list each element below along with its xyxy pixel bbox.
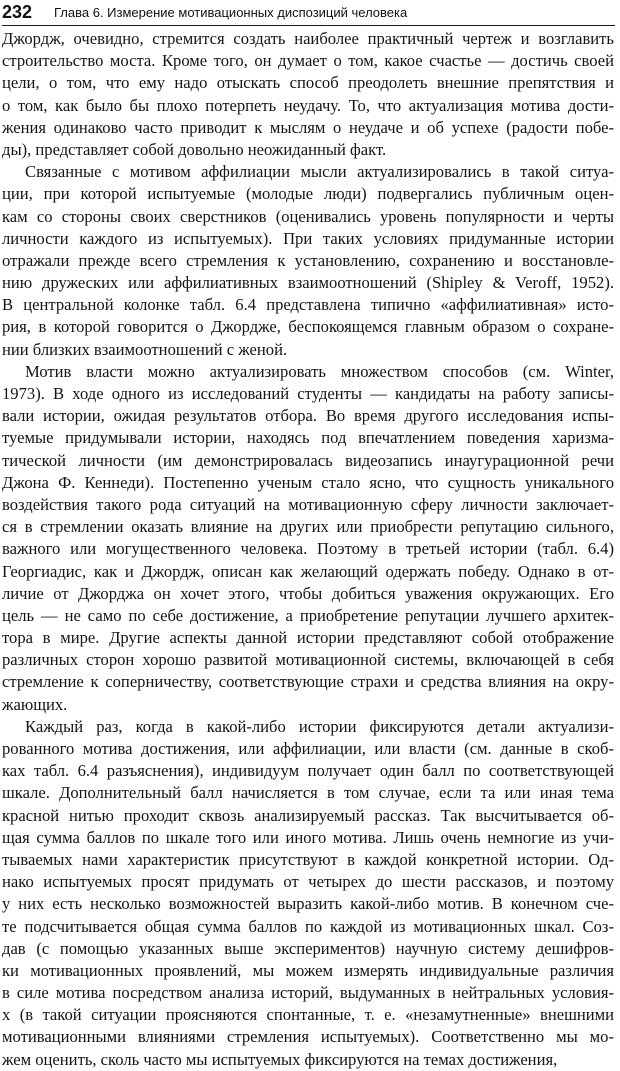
text-line: цели, о том, что ему надо отыскать способ преодолеть внешние препятствия и bbox=[2, 73, 614, 93]
text-line: ся в стремлении оказать влияние на других или приобрести репутацию сильного, bbox=[2, 517, 614, 537]
text-line: вали истории, ожидая результатов отбора. Во время другого исследования испы- bbox=[2, 406, 614, 426]
text-line: цель — не само по себе достижение, а приобретение репутации лучшего архитек- bbox=[2, 605, 614, 625]
text-line: рия, в которой говорится о Джордже, беспокоящемся главным образом о сохране- bbox=[2, 317, 614, 337]
text-line: строительство моста. Кроме того, он думает о том, какое счастье — достичь своей bbox=[2, 51, 614, 71]
text-line: стремление к соперничеству, соответствующие страхи и средства влияния на окру- bbox=[2, 672, 614, 692]
text-line: отражали прежде всего стремления к установлению, сохранению и восстановле- bbox=[2, 250, 614, 270]
running-head bbox=[2, 1, 615, 26]
text-line: В центральной колонке табл. 6.4 представлена типично «аффилиативная» исто- bbox=[2, 295, 614, 315]
text-line: ции, при которой испытуемые (молодые люди) подвергались публичным оцен- bbox=[2, 184, 614, 204]
chapter-title: Глава 6. Измерение мотивационных диспозиций человека bbox=[54, 5, 408, 20]
text-line: нию дружеских или аффилиативных взаимоотношений (Shipley & Veroff, 1952). bbox=[2, 273, 614, 293]
text-line: те подсчитывается общая сумма баллов по каждой из мотивационных шкал. Соз- bbox=[2, 916, 614, 936]
text-line: щая сумма баллов по шкале того или иного мотива. Лишь очень немногие из учи- bbox=[2, 827, 614, 847]
text-line: х (в такой ситуации проясняются спонтанные, т. е. «незамутненные» внешними bbox=[2, 1005, 614, 1025]
text-line: ки мотивационных проявлений, мы можем измерять индивидуальные различия bbox=[2, 960, 614, 980]
text-line: нако испытуемых просят придумать от четырех до шести рассказов, и поэтому bbox=[2, 872, 614, 892]
paragraph bbox=[2, 28, 614, 161]
paragraph bbox=[2, 361, 614, 716]
text-line: красной нитью проходит сквозь анализируемый рассказ. Так высчитывается об- bbox=[2, 805, 614, 825]
text-line: нии близких взаимоотношений с женой. bbox=[2, 339, 288, 359]
text-line: тора в мире. Другие аспекты данной истории представляют собой отображение bbox=[2, 628, 614, 648]
paragraph bbox=[2, 716, 614, 1071]
text-line: рованного мотива достижения, или аффилиации, или власти (см. данные в скоб- bbox=[2, 739, 614, 758]
text-line: ды), представляет собой довольно неожиданный факт. bbox=[2, 139, 387, 159]
paragraph bbox=[2, 161, 614, 361]
text-line: ках табл. 6.4 разъяснения), индивидуум получает один балл по соответствующей bbox=[2, 761, 614, 781]
body-text bbox=[2, 28, 614, 1071]
text-line: личности каждого из испытуемых). При таких условиях придуманные истории bbox=[2, 228, 614, 248]
text-line: личие от Джорджа он хочет этого, чтобы добиться уважения окружающих. Его bbox=[2, 583, 614, 603]
text-line: важного или могущественного человека. Поэтому в третьей истории (табл. 6.4) bbox=[2, 539, 614, 559]
text-line: 1973). В ходе одного из исследований студенты — кандидаты на работу записы- bbox=[2, 384, 614, 403]
text-line: о том, как было бы плохо потерпеть неудачу. То, что актуализация мотива дости- bbox=[2, 95, 614, 115]
text-line: жем оценить, сколь часто мы испытуемых фиксируются на темах достижения, bbox=[2, 1049, 558, 1069]
text-line: туемые придумывали истории, находясь под впечатлением поведения харизма- bbox=[2, 428, 614, 448]
text-line: тической личности (им демонстрировалась видеозапись инаугурационной речи bbox=[2, 450, 614, 470]
text-line: различных сторон хорошо развитой мотивационной системы, включающей в себя bbox=[2, 650, 614, 670]
text-line: тываемых нами характеристик присутствуют в каждой конкретной истории. Од- bbox=[2, 849, 614, 869]
text-line: в силе мотива посредством анализа историй, выдуманных в нейтральных условия- bbox=[2, 983, 614, 1003]
text-line: у них есть несколько возможностей выразить какой-либо мотив. В конечном сче- bbox=[2, 894, 614, 914]
text-line: Связанные с мотивом аффилиации мысли актуализировались в такой ситуа- bbox=[25, 162, 614, 182]
text-line: воздействия такого рода ситуаций на мотивационную сферу личности заключает- bbox=[2, 494, 614, 514]
text-line: Георгиадис, как и Джордж, описан как желающий одержать победу. Однако в от- bbox=[2, 561, 614, 581]
text-line: Мотив власти можно актуализировать множеством способов (см. Winter, bbox=[25, 361, 614, 381]
text-line: мотивационными влияниями стремления испытуемых). Соответственно мы мо- bbox=[2, 1027, 614, 1047]
text-line: кам со стороны своих сверстников (оценивались уровень популярности и черты bbox=[2, 206, 614, 226]
page-number: 232 bbox=[2, 2, 33, 22]
text-line: шкале. Дополнительный балл начисляется в том случае, если та или иная тема bbox=[2, 783, 614, 803]
text-line: Каждый раз, когда в какой-либо истории фиксируются детали актуализи- bbox=[25, 716, 614, 736]
text-line: Джона Ф. Кеннеди). Постепенно ученым стало ясно, что сущность уникального bbox=[2, 472, 614, 492]
text-line: дав (с помощью указанных выше экспериментов) научную систему дешифров- bbox=[2, 938, 614, 958]
text-line: Джордж, очевидно, стремится создать наиболее практичный чертеж и возглавить bbox=[2, 29, 614, 48]
text-line: жающих. bbox=[2, 694, 68, 714]
text-line: жения одинаково часто приводит к мыслям о неудаче и об успехе (радости побе- bbox=[2, 117, 614, 137]
